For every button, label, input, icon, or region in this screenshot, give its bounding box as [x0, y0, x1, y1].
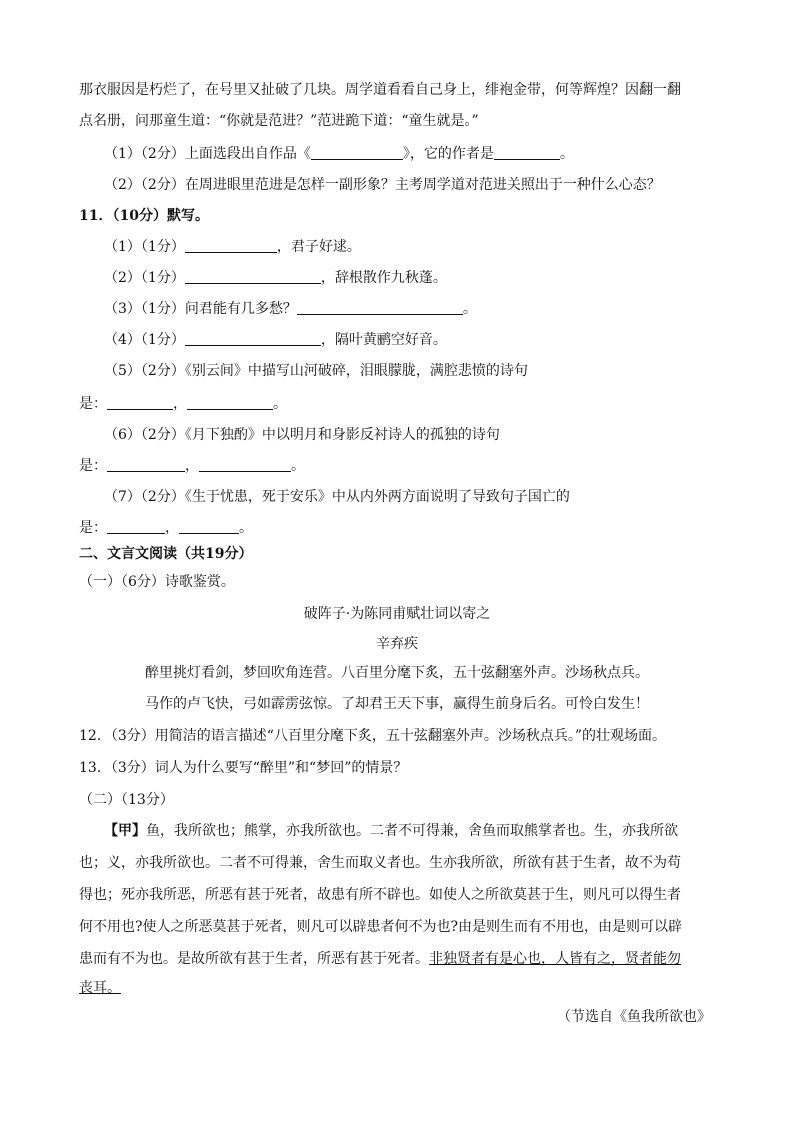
question-13: 13．（3分）词人为什么要写“醉里”和“梦回”的情景？	[79, 760, 408, 776]
question-11-header: 11．（10分）默写。	[79, 208, 209, 224]
question-11-6: （6）（2分）《月下独酌》中以明月和身影反衬诗人的孤独的诗句	[104, 427, 500, 443]
answer-blank[interactable]	[107, 395, 173, 410]
question-11-6-answer	[79, 456, 305, 476]
item-suffix: ，隔叶黄鹂空好音。	[320, 332, 447, 348]
period: 。	[291, 458, 305, 474]
answer-prefix: 是：	[79, 458, 107, 474]
part-1-header: （一）（6分）诗歌鉴赏。	[79, 574, 235, 590]
passage-jia-line-6: 丧耳。	[79, 980, 121, 996]
jia-label: 【甲】	[104, 823, 146, 839]
answer-prefix: 是：	[79, 396, 107, 412]
item-prefix: （2）（1分）	[104, 270, 185, 286]
answer-blank[interactable]	[187, 395, 273, 410]
answer-blank[interactable]	[494, 145, 560, 160]
jia-text: 鱼，我所欲也；熊掌，亦我所欲也。二者不可得兼，舍鱼而取熊掌者也。生，亦我所欲	[146, 823, 678, 839]
poem-line-1: 醉里挑灯看剑，梦回吹角连营。八百里分麾下炙，五十弦翻塞外声。沙场秋点兵。	[145, 665, 649, 681]
answer-blank[interactable]	[185, 238, 277, 253]
comma: ，	[173, 396, 187, 412]
answer-blank[interactable]	[107, 519, 165, 534]
question-11-4	[104, 330, 447, 350]
poem-author: 辛弃疾	[376, 636, 418, 652]
answer-blank[interactable]	[199, 457, 291, 472]
item-suffix: 。	[462, 301, 477, 317]
question-11-2	[104, 268, 447, 288]
answer-blank[interactable]	[185, 269, 321, 284]
question-11-5-answer	[79, 394, 287, 414]
passage-jia-line-1	[79, 821, 678, 841]
answer-blank[interactable]	[179, 519, 239, 534]
part-2-header: （二）（13分）	[79, 792, 174, 808]
underlined-sentence: 非独贤者有是心也，人皆有之，贤者能勿	[429, 951, 681, 967]
answer-blank[interactable]	[107, 457, 185, 472]
comma: ，	[185, 458, 199, 474]
item-prefix: （4）（1分）	[104, 332, 185, 348]
question-12: 12．（3分）用简洁的语言描述“八百里分麾下炙，五十弦翻塞外声。沙场秋点兵。”的壮观场面。	[79, 728, 667, 744]
question-11-1	[104, 237, 361, 257]
q10-1-end: 。	[559, 146, 574, 162]
q10-1-prefix: （1）（2分）上面选段出自作品《	[104, 146, 311, 162]
passage-line-1: 那衣服因是朽烂了，在号里又扯破了几块。周学道看看自己身上，绯袍金带，何等辉煌？因翻一翻	[79, 82, 681, 98]
answer-blank[interactable]	[311, 145, 403, 160]
jia-text: 患而有不为也。是故所欲有甚于生者，所恶有甚于死者。	[79, 951, 429, 967]
item-suffix: ，君子好逑。	[276, 239, 361, 255]
question-11-7: （7）（2分）《生于忧患，死于安乐》中从内外两方面说明了导致句子国亡的	[104, 489, 570, 505]
question-11-7-answer	[79, 518, 253, 538]
period: 。	[239, 520, 253, 536]
question-10-1	[104, 144, 574, 164]
passage-jia-line-4: 何不用也?使人之所恶莫甚于死者，则凡可以辟患者何不为也?由是则生而有不用也，由是则可以辟	[79, 919, 683, 935]
item-prefix: （1）（1分）	[104, 239, 185, 255]
source-note: （节选自《鱼我所欲也》	[557, 1009, 711, 1025]
passage-jia-line-5	[79, 949, 681, 969]
question-10-2: （2）（2分）在周进眼里范进是怎样一副形象？主考周学道对范进关照出于一种什么心态？	[104, 177, 661, 193]
answer-blank[interactable]	[297, 300, 463, 315]
passage-jia-line-2: 也；义，亦我所欲也。二者不可得兼，舍生而取义者也。生亦我所欲，所欲有甚于生者，故不为苟	[79, 855, 681, 871]
poem-title: 破阵子·为陈同甫赋壮词以寄之	[303, 606, 491, 622]
answer-prefix: 是：	[79, 520, 107, 536]
comma: ，	[165, 520, 179, 536]
item-prefix: （3）（1分）问君能有几多愁？	[104, 301, 297, 317]
q10-1-mid: 》，它的作者是	[402, 146, 494, 162]
item-suffix: ，辞根散作九秋蓬。	[320, 270, 447, 286]
answer-blank[interactable]	[185, 331, 321, 346]
question-11-5: （5）（2分）《别云间》中描写山河破碎，泪眼朦胧，满腔悲愤的诗句	[104, 363, 528, 379]
poem-line-2: 马作的卢飞快，弓如霹雳弦惊。了却君王天下事，赢得生前身后名。可怜白发生！	[145, 696, 649, 712]
passage-line-2: 点名册，问那童生道：“你就是范进？”范进跪下道：“童生就是。”	[79, 113, 479, 129]
question-11-3	[104, 299, 477, 319]
period: 。	[273, 396, 287, 412]
passage-jia-line-3: 得也；死亦我所恶，所恶有甚于死者，故患有所不辟也。如使人之所欲莫甚于生，则凡可以得生者	[79, 887, 681, 903]
section-2-header: 二、文言文阅读（共19分）	[79, 546, 253, 562]
